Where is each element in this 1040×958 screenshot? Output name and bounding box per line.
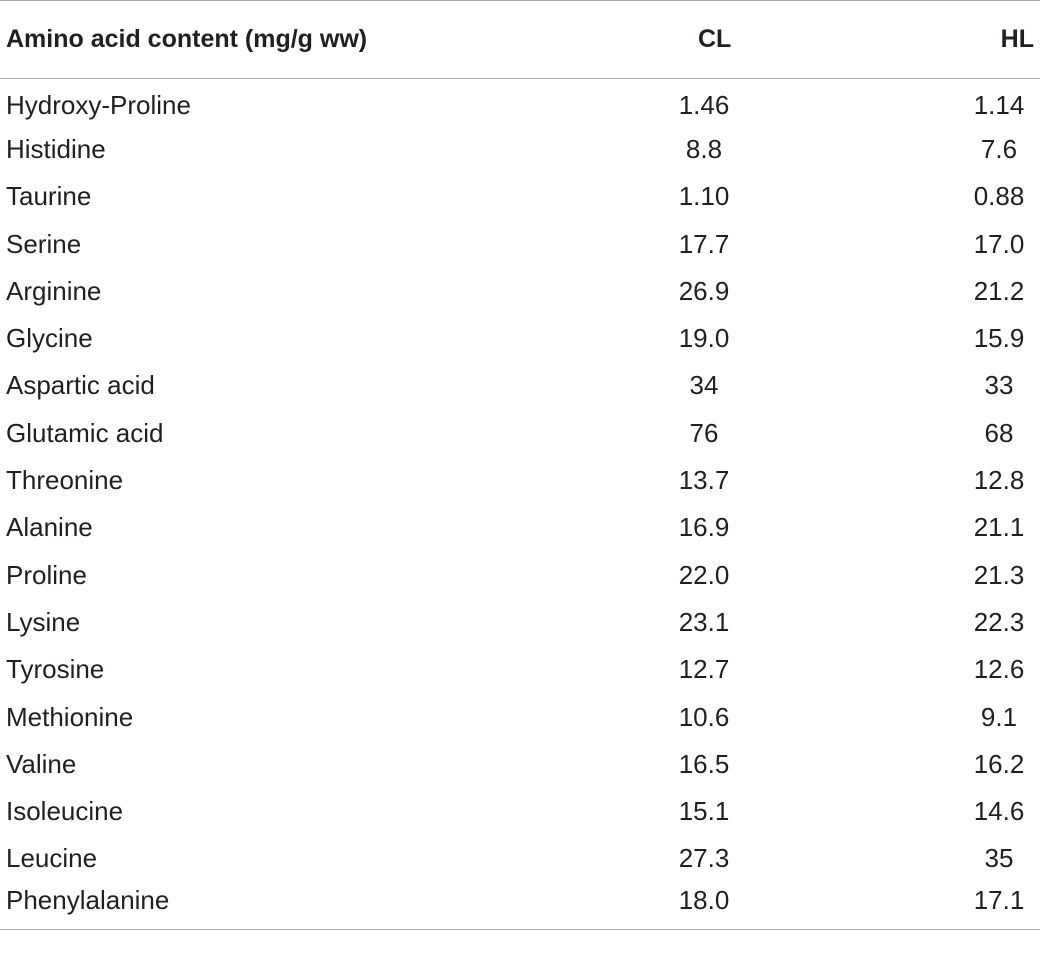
hl-value-cell	[850, 268, 1040, 315]
cl-value-cell	[560, 646, 850, 693]
header-hl: HL	[850, 1, 1040, 79]
amino-acid-name-cell: Glycine	[6, 323, 93, 354]
header-amino-acid-content: Amino acid content (mg/g ww)	[0, 1, 560, 79]
hl-value: 16.2	[973, 748, 1025, 779]
hl-value: 15.9	[973, 323, 1025, 354]
hl-value: 0.88	[973, 181, 1025, 212]
table-body	[0, 79, 1040, 930]
hl-value-cell	[850, 362, 1040, 409]
hl-value-cell	[850, 315, 1040, 362]
cl-value-cell	[560, 835, 850, 882]
hl-value: 21.3	[973, 559, 1025, 590]
hl-value: 14.6	[973, 796, 1025, 827]
cl-value: 12.7	[678, 654, 730, 685]
amino-acid-name-cell: Glutamic acid	[6, 417, 164, 448]
table-row	[0, 410, 1040, 457]
cl-value: 16.5	[678, 748, 730, 779]
table-row	[0, 883, 1040, 930]
cl-value: 8.8	[685, 133, 723, 164]
header-row	[0, 1, 1040, 79]
cl-value-cell	[560, 693, 850, 740]
hl-value-cell	[850, 646, 1040, 693]
cl-value-cell	[560, 599, 850, 646]
hl-value-cell	[850, 457, 1040, 504]
cl-value-cell	[560, 551, 850, 598]
hl-value-cell	[850, 220, 1040, 267]
cl-value: 17.7	[678, 228, 730, 259]
hl-value-cell	[850, 79, 1040, 126]
hl-value: 35	[984, 843, 1014, 874]
cl-value-cell	[560, 883, 850, 930]
cl-value-cell	[560, 79, 850, 126]
hl-value: 68	[984, 417, 1014, 448]
hl-value-cell	[850, 883, 1040, 930]
amino-acid-name-cell: Arginine	[6, 275, 102, 306]
amino-acid-name-cell: Phenylalanine	[0, 883, 560, 930]
table-header	[0, 1, 1040, 79]
cl-value-cell	[560, 457, 850, 504]
table-row	[0, 551, 1040, 598]
cl-value: 26.9	[678, 275, 730, 306]
hl-value: 21.2	[973, 275, 1025, 306]
cl-value-cell	[560, 173, 850, 220]
hl-value: 12.6	[973, 654, 1025, 685]
hl-value-cell	[850, 693, 1040, 740]
hl-value-cell	[850, 741, 1040, 788]
amino-acid-name-cell: Threonine	[6, 465, 124, 496]
cl-value: 15.1	[678, 796, 730, 827]
cl-value-cell	[560, 504, 850, 551]
table-row	[0, 788, 1040, 835]
hl-value-cell	[850, 551, 1040, 598]
hl-value: 22.3	[973, 606, 1025, 637]
hl-value: 17.1	[973, 885, 1025, 916]
hl-value: 17.0	[973, 228, 1025, 259]
cl-value-cell	[560, 126, 850, 173]
table-row	[0, 741, 1040, 788]
cl-value: 1.10	[678, 181, 730, 212]
hl-value: 9.1	[980, 701, 1018, 732]
cl-value-cell	[560, 315, 850, 362]
amino-acid-name-cell: Alanine	[6, 512, 93, 543]
table-row	[0, 599, 1040, 646]
cl-value-cell	[560, 268, 850, 315]
hl-value-cell	[850, 410, 1040, 457]
cl-value: 18.0	[678, 885, 730, 916]
hl-value-cell	[850, 126, 1040, 173]
table-row	[0, 268, 1040, 315]
table-row	[0, 457, 1040, 504]
amino-acid-name-cell: Serine	[6, 228, 82, 259]
table-row	[0, 79, 1040, 126]
cl-value: 27.3	[678, 843, 730, 874]
cl-value-cell	[560, 788, 850, 835]
hl-value-cell	[850, 504, 1040, 551]
hl-value: 1.14	[973, 89, 1025, 120]
cl-value: 19.0	[678, 323, 730, 354]
cl-value: 10.6	[678, 701, 730, 732]
cl-value-cell	[560, 362, 850, 409]
hl-value: 21.1	[973, 512, 1025, 543]
amino-acid-name-cell: Leucine	[6, 843, 98, 874]
hl-value-cell	[850, 835, 1040, 882]
cl-value: 22.0	[678, 559, 730, 590]
header-cl: CL	[560, 1, 850, 79]
table-row	[0, 646, 1040, 693]
cl-value-cell	[560, 220, 850, 267]
amino-acid-name-cell: Isoleucine	[6, 796, 124, 827]
table-row	[0, 362, 1040, 409]
amino-acid-name-cell: Valine	[6, 748, 77, 779]
cl-value-cell	[560, 741, 850, 788]
amino-acid-name-cell: Hydroxy-Proline	[6, 89, 191, 120]
table-row	[0, 173, 1040, 220]
amino-acid-name-cell: Methionine	[6, 701, 134, 732]
table-row	[0, 126, 1040, 173]
hl-value-cell	[850, 599, 1040, 646]
table-row	[0, 315, 1040, 362]
table-row	[0, 220, 1040, 267]
amino-acid-name-cell: Histidine	[6, 133, 106, 164]
cl-value: 76	[689, 417, 719, 448]
hl-value: 33	[984, 370, 1014, 401]
cl-value: 23.1	[678, 606, 730, 637]
amino-acid-name-cell: Proline	[6, 559, 87, 590]
cl-value: 1.46	[678, 89, 730, 120]
amino-acid-name-cell: Taurine	[6, 181, 92, 212]
hl-value-cell	[850, 788, 1040, 835]
table-row	[0, 504, 1040, 551]
amino-acid-name-cell: Lysine	[6, 606, 81, 637]
hl-value-cell	[850, 173, 1040, 220]
amino-acid-name-cell: Tyrosine	[6, 654, 105, 685]
cl-value: 13.7	[678, 465, 730, 496]
cl-value: 34	[689, 370, 719, 401]
amino-acid-name-cell: Aspartic acid	[6, 370, 155, 401]
hl-value: 7.6	[980, 133, 1018, 164]
cl-value: 16.9	[678, 512, 730, 543]
hl-value: 12.8	[973, 465, 1025, 496]
cl-value-cell	[560, 410, 850, 457]
table-row	[0, 835, 1040, 882]
table-row	[0, 693, 1040, 740]
